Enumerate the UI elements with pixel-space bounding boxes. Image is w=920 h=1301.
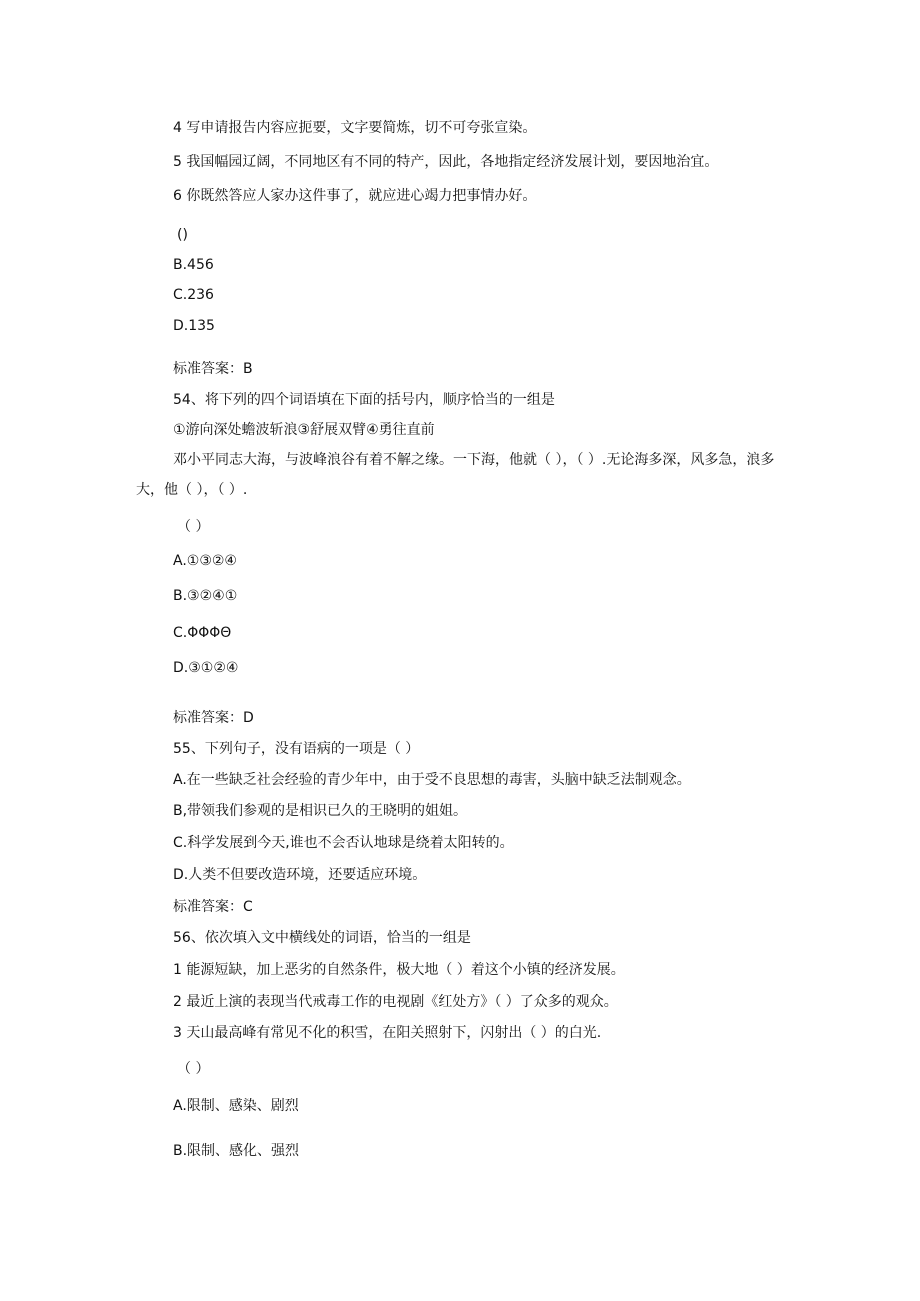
option-c: C.ΦΦΦΘ xyxy=(173,625,232,641)
option-a: A.①③②④ xyxy=(173,553,237,569)
question-56-stem: 56、依次填入文中横线处的词语，恰当的一组是 xyxy=(173,930,471,946)
option-c: C.科学发展到今天,谁也不会否认地球是绕着太阳转的。 xyxy=(173,835,514,851)
standard-answer: 标准答案：B xyxy=(173,361,253,377)
option-b: B.456 xyxy=(173,257,214,273)
question-54-passage: 邓小平同志大海，与波峰浪谷有着不解之缘。一下海，他就（ ），（ ）.无论海多深，风多急，浪多 xyxy=(173,452,775,468)
statement-4: 4 写申请报告内容应扼要，文字要简炼，切不可夸张宣染。 xyxy=(173,120,537,136)
option-d: D.135 xyxy=(173,318,215,334)
standard-answer: 标准答案：C xyxy=(173,899,253,915)
question-54-stem: 54、将下列的四个词语填在下面的括号内，顺序恰当的一组是 xyxy=(173,392,555,408)
question-56-sentence-3: 3 天山最高峰有常见不化的积雪，在阳关照射下，闪射出（ ）的白光. xyxy=(173,1025,602,1041)
option-b: B,带领我们参观的是相识已久的王晓明的姐姐。 xyxy=(173,803,468,819)
option-b: B.限制、感化、强烈 xyxy=(173,1143,300,1159)
answer-blank: （ ） xyxy=(177,1061,210,1077)
statement-5: 5 我国幅园辽阔，不同地区有不同的特产，因此，各地指定经济发展计划，要因地治宜。 xyxy=(173,154,719,170)
option-a: A.限制、感染、剧烈 xyxy=(173,1098,299,1114)
question-54-passage-continued: 大，他（ ），（ ）. xyxy=(136,482,248,498)
answer-blank: （ ） xyxy=(177,519,210,535)
question-54-phrases: ①游向深处蟾波斩浪③舒展双臂④勇往直前 xyxy=(173,422,435,438)
answer-blank: () xyxy=(177,227,188,243)
option-c: C.236 xyxy=(173,287,214,303)
question-56-sentence-2: 2 最近上演的表现当代戒毒工作的电视剧《红处方》（ ）了众多的观众。 xyxy=(173,994,618,1010)
option-b: B.③②④① xyxy=(173,588,238,604)
question-56-sentence-1: 1 能源短缺，加上恶劣的自然条件，极大地（ ）着这个小镇的经济发展。 xyxy=(173,962,625,978)
option-d: D.③①②④ xyxy=(173,660,239,676)
option-a: A.在一些缺乏社会经验的青少年中，由于受不良思想的毒害，头脑中缺乏法制观念。 xyxy=(173,772,691,788)
question-55-stem: 55、下列句子，没有语病的一项是（ ） xyxy=(173,741,420,757)
statement-6: 6 你既然答应人家办这件事了，就应进心竭力把事情办好。 xyxy=(173,188,537,204)
option-d: D.人类不但要改造环境，还要适应环境。 xyxy=(173,867,427,883)
standard-answer: 标准答案：D xyxy=(173,710,254,726)
